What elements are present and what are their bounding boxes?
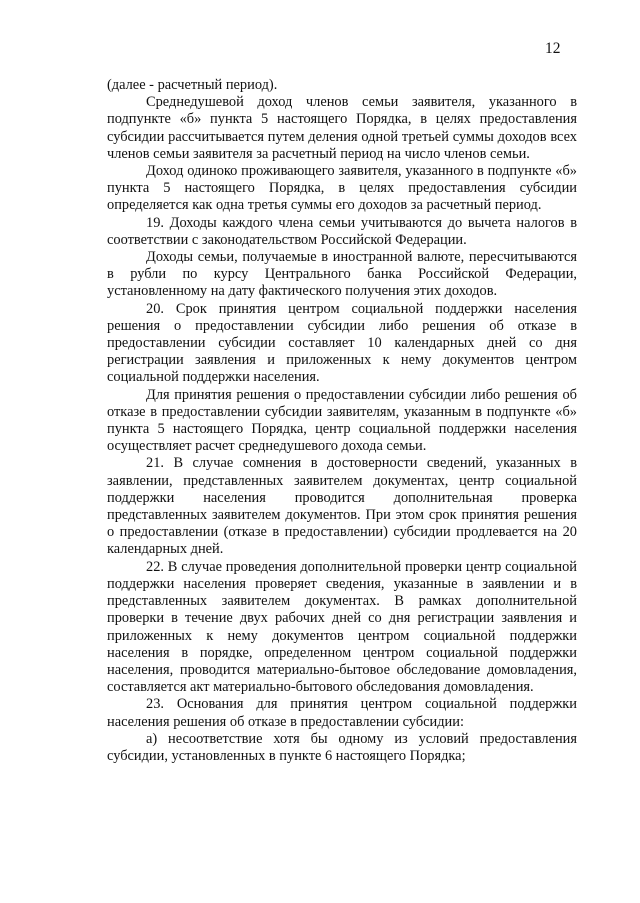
paragraph-clause-23: 23. Основания для принятия центром социальной поддержки населения решения об отказе в предоставлении субсидии:	[107, 696, 577, 730]
paragraph-decision-calculation: Для принятия решения о предоставлении субсидии либо решения об отказе в предоставлении субсидии заявителям, указанным в подпункте «б» пункта 5 настоящего Порядка, центр социальной поддержки населения осуществляет расчет среднедушевого дохода семьи.	[107, 386, 577, 455]
paragraph-settlement-period: (далее - расчетный период).	[107, 77, 278, 93]
paragraph-clause-20: 20. Срок принятия центром социальной поддержки населения решения о предоставлении субсидии либо решения об отказе в предоставлении субсидии составляет 10 календарных дней со дня регистрации заявления и приложенных к нему документов центром социальной поддержки населения.	[107, 300, 577, 386]
document-body	[107, 77, 577, 765]
paragraph-clause-23-a: а) несоответствие хотя бы одному из условий предоставления субсидии, установленных в пункте 6 настоящего Порядка;	[107, 730, 577, 764]
paragraph-foreign-currency: Доходы семьи, получаемые в иностранной валюте, пересчитываются в рубли по курсу Центрального банка Российской Федерации, установленному на дату фактического получения этих доходов.	[107, 249, 577, 300]
paragraph-clause-22: 22. В случае проведения дополнительной проверки центр социальной поддержки населения проверяет сведения, указанные в заявлении и в представленных заявителем документах. В рамках дополнительной проверки в течение двух рабочих дней со дня регистрации заявления и приложенных к нему документов центром социальной поддержки населения в порядке, определенном центром социальной поддержки населения, проводится материально-бытовое обследование домовладения, составляется акт материально-бытового обследования домовладения.	[107, 558, 577, 696]
paragraph-single-applicant-income: Доход одиноко проживающего заявителя, указанного в подпункте «б» пункта 5 настоящего Порядка, в целях предоставления субсидии определяется как одна третья суммы его доходов за расчетный период.	[107, 163, 577, 214]
paragraph-clause-21: 21. В случае сомнения в достоверности сведений, указанных в заявлении, представленных заявителем документах, центр социальной поддержки населения проводится дополнительная проверка представленных заявителем документов. При этом срок принятия решения о предоставлении (отказе в предоставлении) субсидии продлевается на 20 календарных дней.	[107, 455, 577, 558]
paragraph-per-capita-income: Среднедушевой доход членов семьи заявителя, указанного в подпункте «б» пункта 5 настоящего Порядка, в целях предоставления субсидии рассчитывается путем деления одной третьей суммы доходов всех членов семьи заявителя за расчетный период на число членов семьи.	[107, 94, 577, 162]
paragraph-clause-19: 19. Доходы каждого члена семьи учитываются до вычета налогов в соответствии с законодательством Российской Федерации.	[107, 214, 577, 248]
page-number: 12	[545, 40, 561, 57]
